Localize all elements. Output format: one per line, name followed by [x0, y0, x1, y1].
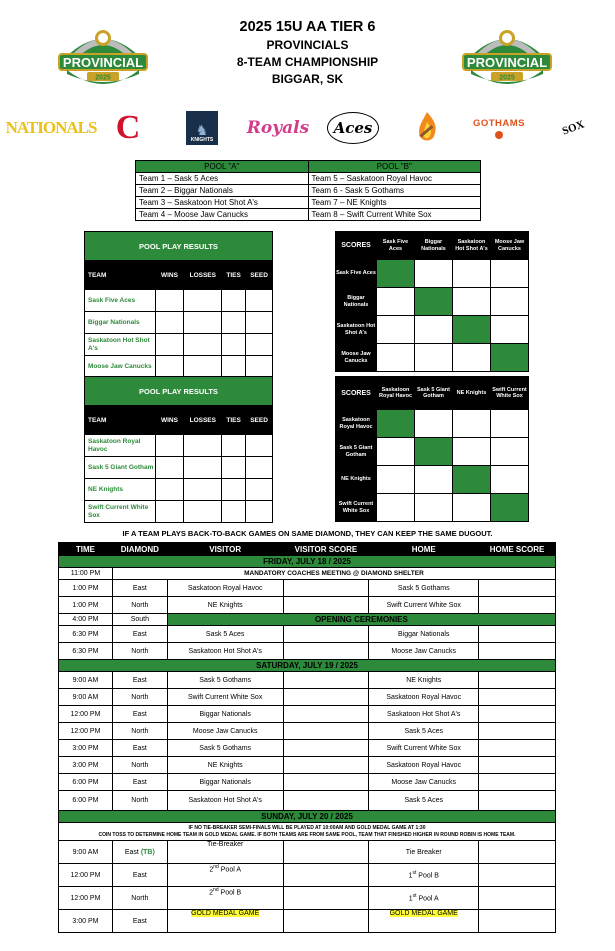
pool-a-team: Team 4 – Moose Jaw Canucks	[136, 209, 309, 221]
royals-logo: Royals	[246, 118, 310, 138]
table-row: Biggar Nationals	[85, 312, 273, 334]
schedule-table: TIME DIAMOND VISITOR VISITOR SCORE HOME HOME SCORE FRIDAY, JULY 18 / 2025 11:00 PM MANDATORY COACHES MEETING @ DIAMOND SHELTER 1:00 PM East Saskatoon Royal Havoc Sask 5 Gothams 1:00 PM North NE Knights Swift Current White Sox 4:00 PM South OPENING CEREMONIES 6:30 PM East Sask 5 Aces Biggar Nationals 6:30 PM North Saskatoon Hot Shot A's Moose Jaw Canucks SATURDAY, JULY 19 / 2025 9:00 AM East Sask 5 Gothams NE Knights 9:00 AM North Swift Current White Sox Saskatoon Royal Havoc 12:00 PM East Biggar Nationals Saskatoon Hot Shot A's 12:00 PM North Moose Jaw Canucks Sask 5 Aces 3:00 PM East Sask 5 Gothams Swift Current White Sox 3:00 PM North NE Knights Saskatoon Royal Havoc 6:00 PM East Biggar Nationals Moose Jaw Canucks 6:00 PM North Saskatoon Hot Shot A's Sask 5 Aces SUNDAY, JULY 20 / 2025 IF NO TIE-BREAKER SEMI-FINALS WILL BE PLAYED AT 10:00AM AND GOLD MEDAL GAME AT 1:30 COIN TOSS TO DETERMINE HOME TEAM IN GOLD MEDAL GAME. IF BOTH TEAMS ARE FROM SAME POOL, TEAM THAT FINISHED HIGHER IN ROUND ROBIN IS HOME TEAM. 9:00 AM East (TB) Tie-Breaker Tie Breaker 12:00 PM East 2nd Pool A 1st Pool B 12:00 PM North 2nd Pool B 1st Pool A 3:00 PM East GOLD MEDAL GAME GOLD MEDAL GAME	[58, 542, 556, 933]
home-score-col-header: HOME SCORE	[479, 543, 556, 556]
gold-medal-visitor: GOLD MEDAL GAME	[191, 910, 260, 917]
table-row: 6:00 PM East Biggar Nationals Moose Jaw Canucks	[59, 774, 556, 791]
table-row: 12:00 PM East 2nd Pool A 1st Pool B	[59, 864, 556, 887]
table-row: NE Knights	[85, 479, 273, 501]
pool-b-team: Team 8 – Swift Current White Sox	[308, 209, 481, 221]
scores-label: SCORES	[336, 232, 377, 260]
table-row: 6:30 PM East Sask 5 Aces Biggar Nationals	[59, 626, 556, 643]
pool-a-team: Team 2 – Biggar Nationals	[136, 185, 309, 197]
table-row: 12:00 PM East Biggar Nationals Saskatoon Hot Shot A's	[59, 706, 556, 723]
aces-logo: Aces	[326, 108, 380, 148]
team-col-header: TEAM	[85, 261, 156, 290]
pool-a-team: Team 3 – Saskatoon Hot Shot A's	[136, 197, 309, 209]
pool-b-team: Team 7 – NE Knights	[308, 197, 481, 209]
pool-b-team: Team 5 – Saskatoon Royal Havoc	[308, 173, 481, 185]
ties-col-header: TIES	[222, 261, 246, 290]
provincial-logo-left	[57, 24, 149, 92]
gothams-logo: GOTHAMS	[464, 108, 534, 148]
table-row: Sask Five Aces	[85, 290, 273, 312]
losses-col-header: LOSSES	[184, 261, 222, 290]
gold-medal-home: GOLD MEDAL GAME	[389, 910, 458, 917]
opening-ceremonies: OPENING CEREMONIES	[167, 614, 555, 626]
dugout-note: IF A TEAM PLAYS BACK-TO-BACK GAMES ON SAME DIAMOND, THEY CAN KEEP THE SAME DUGOUT.	[122, 529, 493, 538]
nationals-logo: NATIONALS	[5, 118, 97, 137]
table-row: 9:00 AM East Sask 5 Gothams NE Knights	[59, 672, 556, 689]
table-row: 12:00 PM North 2nd Pool B 1st Pool A	[59, 887, 556, 910]
pool-a-team: Team 1 – Sask 5 Aces	[136, 173, 309, 185]
day-header-saturday: SATURDAY, JULY 19 / 2025	[59, 660, 556, 672]
pool-b-team: Team 6 - Sask 5 Gothams	[308, 185, 481, 197]
table-row: Sask 5 Giant Gotham	[85, 457, 273, 479]
title-line-3: 8-TEAM CHAMPIONSHIP	[236, 55, 379, 69]
diamond-col-header: DIAMOND	[112, 543, 167, 556]
table-row: 12:00 PM North Moose Jaw Canucks Sask 5 Aces	[59, 723, 556, 740]
home-col-header: HOME	[369, 543, 479, 556]
table-row: 6:30 PM North Saskatoon Hot Shot A's Moose Jaw Canucks	[59, 643, 556, 660]
day-header-sunday: SUNDAY, JULY 20 / 2025	[59, 811, 556, 823]
title-line-2: PROVINCIALS	[266, 38, 349, 52]
visitor-col-header: VISITOR	[167, 543, 283, 556]
provincial-logo-right	[461, 24, 553, 92]
svg-text:2025: 2025	[499, 74, 515, 82]
white-sox-logo: SOX	[560, 118, 586, 138]
reds-c-logo: C	[115, 109, 141, 146]
pool-a-results-table	[84, 231, 273, 378]
title-line-4: BIGGAR, SK	[271, 72, 344, 86]
title-line-1: 2025 15U AA TIER 6	[239, 19, 376, 35]
pool-a-scores-matrix: SCORES Sask Five Aces Biggar Nationals Saskatoon Hot Shot A's Moose Jaw Canucks Sask Five Aces Biggar Nationals Saskatoon Hot Shot A's Moose Jaw Canucks	[335, 231, 529, 372]
table-row: Saskatoon Hot Shot A's	[85, 334, 273, 356]
table-row: 9:00 AM East (TB) Tie-Breaker Tie Breaker	[59, 841, 556, 864]
wins-col-header: WINS	[155, 261, 184, 290]
team-logos-row	[5, 108, 608, 148]
table-row: Swift Current White Sox	[85, 501, 273, 523]
table-row: 1:00 PM East Saskatoon Royal Havoc Sask 5 Gothams	[59, 580, 556, 597]
pool-b-scores-matrix: SCORES Saskatoon Royal Havoc Sask 5 Giant Gotham NE Knights Swift Current White Sox Saskatoon Royal Havoc Sask 5 Giant Gotham NE Knights Swift Current White Sox	[335, 376, 529, 522]
table-row: 3:00 PM East GOLD MEDAL GAME GOLD MEDAL GAME	[59, 910, 556, 933]
pool-b-header: POOL "B"	[308, 161, 481, 173]
provincial-year: 2025	[95, 74, 111, 82]
pool-b-results-title: POOL PLAY RESULTS	[85, 377, 273, 406]
table-row: 9:00 AM North Swift Current White Sox Saskatoon Royal Havoc	[59, 689, 556, 706]
time-col-header: TIME	[59, 543, 113, 556]
table-row: 1:00 PM North NE Knights Swift Current White Sox	[59, 597, 556, 614]
day-header-friday: FRIDAY, JULY 18 / 2025	[59, 556, 556, 568]
pool-b-results-table: POOL PLAY RESULTS TEAM WINS LOSSES TIES SEED Saskatoon Royal Havoc Sask 5 Giant Gotham NE Knights Swift Current White Sox	[84, 376, 273, 523]
table-row: 3:00 PM East Sask 5 Gothams Swift Current White Sox	[59, 740, 556, 757]
svg-text:PROVINCIAL: PROVINCIAL	[466, 55, 548, 70]
seed-col-header: SEED	[246, 261, 273, 290]
pool-a-results-title: POOL PLAY RESULTS	[85, 232, 273, 261]
mandatory-meeting: MANDATORY COACHES MEETING @ DIAMOND SHELTER	[112, 568, 555, 580]
table-row: 3:00 PM North NE Knights Saskatoon Royal Havoc	[59, 757, 556, 774]
ne-knights-logo: ♞ KNIGHTS	[184, 108, 220, 148]
table-row: 6:00 PM North Saskatoon Hot Shot A's Sask 5 Aces	[59, 791, 556, 811]
hot-shot-logo	[412, 108, 442, 148]
table-row: Saskatoon Royal Havoc	[85, 435, 273, 457]
pools-table	[135, 160, 481, 221]
tie-breaker-tag: (TB)	[140, 848, 155, 856]
provincial-word: PROVINCIAL	[62, 55, 144, 70]
pool-a-header: POOL "A"	[136, 161, 309, 173]
table-row: Moose Jaw Canucks	[85, 356, 273, 378]
sunday-notes: IF NO TIE-BREAKER SEMI-FINALS WILL BE PLAYED AT 10:00AM AND GOLD MEDAL GAME AT 1:30 COIN TOSS TO DETERMINE HOME TEAM IN GOLD MEDAL GAME. IF BOTH TEAMS ARE FROM SAME POOL, TEAM THAT FINISHED HIGHER IN ROUND ROBIN IS HOME TEAM.	[59, 823, 556, 841]
visitor-score-col-header: VISITOR SCORE	[283, 543, 369, 556]
